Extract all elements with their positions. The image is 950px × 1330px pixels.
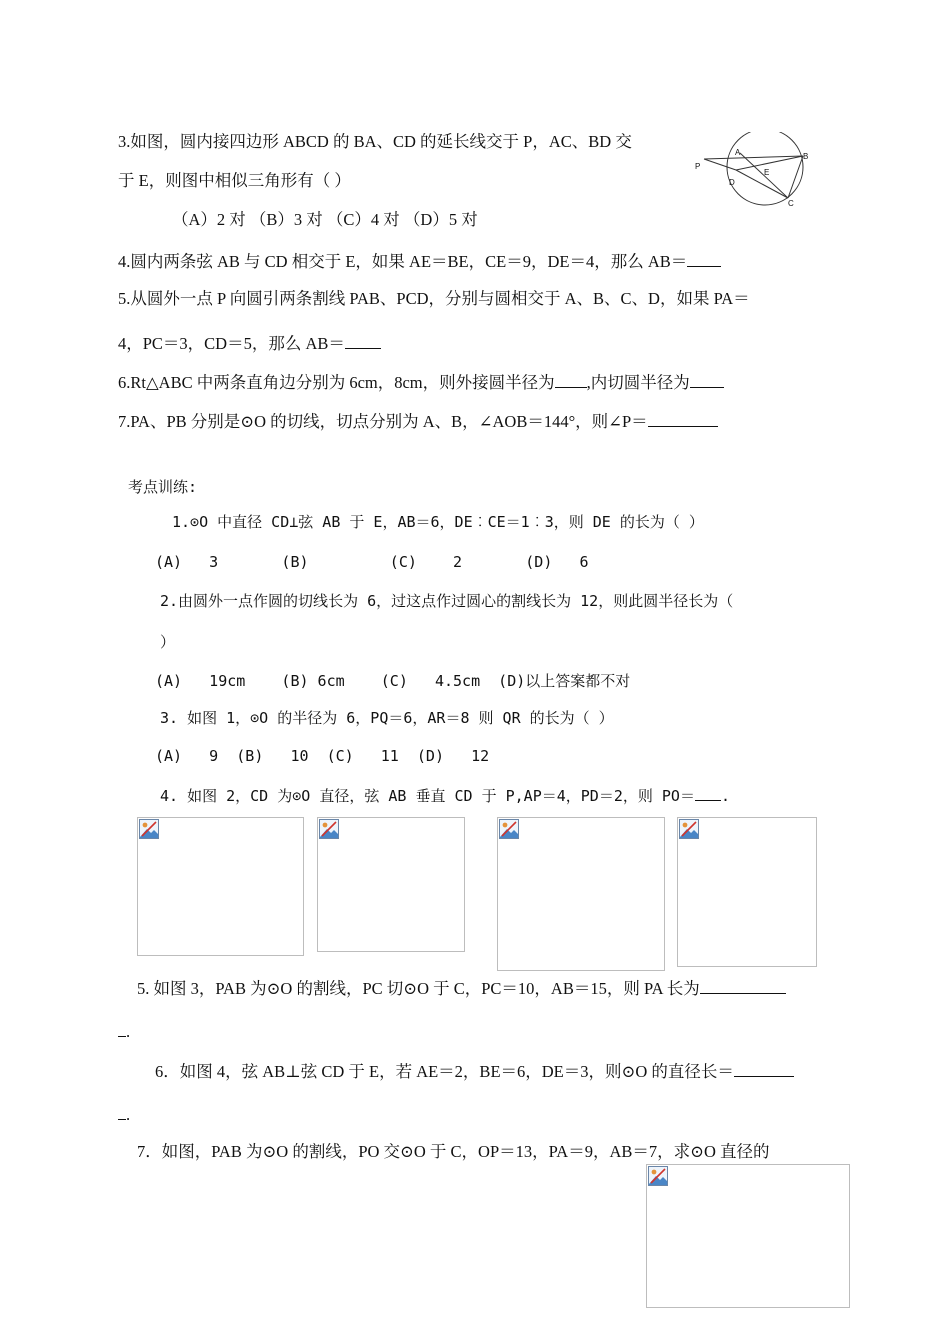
t3: 3. 如图 1，⊙O 的半径为 6，PQ＝6，AR＝8 则 QR 的长为（ ） [160, 709, 614, 727]
figure-3-image [497, 817, 665, 971]
broken-image-icon [499, 819, 519, 839]
label-D: D [729, 178, 735, 187]
label-A: A [735, 148, 741, 157]
t5: 5. 如图 3，PAB 为⊙O 的割线，PC 切⊙O 于 C，PC＝10，AB＝15，则 PA 长为 [137, 977, 786, 999]
t4: 4. 如图 2，CD 为⊙O 直径，弦 AB 垂直 CD 于 P,AP＝4，PD＝2，则 PO＝ . [160, 784, 730, 806]
t6-blank-cont [118, 1103, 126, 1120]
t3-options: (A) 9 (B) 10 (C) 11 (D) 12 [155, 747, 490, 765]
t4-answer-blank [695, 784, 721, 801]
t5-blank-cont [118, 1020, 126, 1037]
broken-image-icon [319, 819, 339, 839]
broken-image-icon [648, 1166, 668, 1186]
t5-answer-blank [700, 977, 786, 994]
q7-answer-blank [648, 410, 718, 427]
t5-cont: . [118, 1020, 130, 1042]
q5-answer-blank [345, 332, 381, 349]
t6-cont: . [118, 1103, 130, 1125]
q6-blank-1 [555, 371, 587, 388]
figure-2-image [317, 817, 465, 952]
figure-4-image [677, 817, 817, 967]
q6: 6.Rt△ABC 中两条直角边分别为 6cm，8cm，则外接圆半径为 ,内切圆半径为 [118, 371, 724, 393]
t7: 7．如图，PAB 为⊙O 的割线，PO 交⊙O 于 C，OP＝13，PA＝9，AB＝7，求⊙O 直径的 [137, 1142, 770, 1161]
t1-options: (A) 3 (B) (C) 2 (D) 6 [155, 553, 589, 571]
q4: 4.圆内两条弦 AB 与 CD 相交于 E，如果 AE＝BE，CE＝9，DE＝4，那么 AB＝ [118, 250, 721, 272]
q6-blank-2 [690, 371, 724, 388]
t1: 1.⊙O 中直径 CD⊥弦 AB 于 E，AB＝6，DE︰CE＝1︰3，则 DE 的长为（ ） [172, 513, 704, 531]
q3-line1: 3.如图，圆内接四边形 ABCD 的 BA、CD 的延长线交于 P，AC、BD 交 [118, 132, 632, 151]
q3-line2: 于 E，则图中相似三角形有（ ） [118, 171, 351, 190]
label-C: C [788, 199, 794, 208]
q5-line1: 5.从圆外一点 P 向圆引两条割线 PAB、PCD，分别与圆相交于 A、B、C、D，如果 PA＝ [118, 289, 750, 308]
broken-image-icon [679, 819, 699, 839]
broken-image-icon [139, 819, 159, 839]
figure-5-image [646, 1164, 850, 1308]
figure-1-image [137, 817, 304, 956]
q5-line2: 4，PC＝3，CD＝5，那么 AB＝ [118, 332, 381, 354]
label-B: B [803, 152, 809, 161]
q3-circle-figure [690, 132, 820, 210]
t6-answer-blank [734, 1060, 794, 1077]
q4-answer-blank [687, 250, 721, 267]
t2-options: (A) 19cm (B) 6cm (C) 4.5cm (D)以上答案都不对 [155, 672, 631, 690]
section-heading: 考点训练: [128, 478, 198, 496]
label-P: P [695, 162, 701, 171]
q7: 7.PA、PB 分别是⊙O 的切线，切点分别为 A、B，∠AOB＝144°，则∠P＝ [118, 410, 718, 432]
t2-line2: ） [160, 633, 176, 651]
label-E: E [764, 168, 770, 177]
q3-options: （A）2 对 （B）3 对 （C）4 对 （D）5 对 [172, 210, 478, 229]
t2-line1: 2.由圆外一点作圆的切线长为 6，过这点作过圆心的割线长为 12，则此圆半径长为（ [160, 592, 734, 610]
t6: 6．如图 4，弦 AB⊥弦 CD 于 E，若 AE＝2，BE＝6，DE＝3，则⊙O 的直径长＝ [155, 1060, 794, 1082]
